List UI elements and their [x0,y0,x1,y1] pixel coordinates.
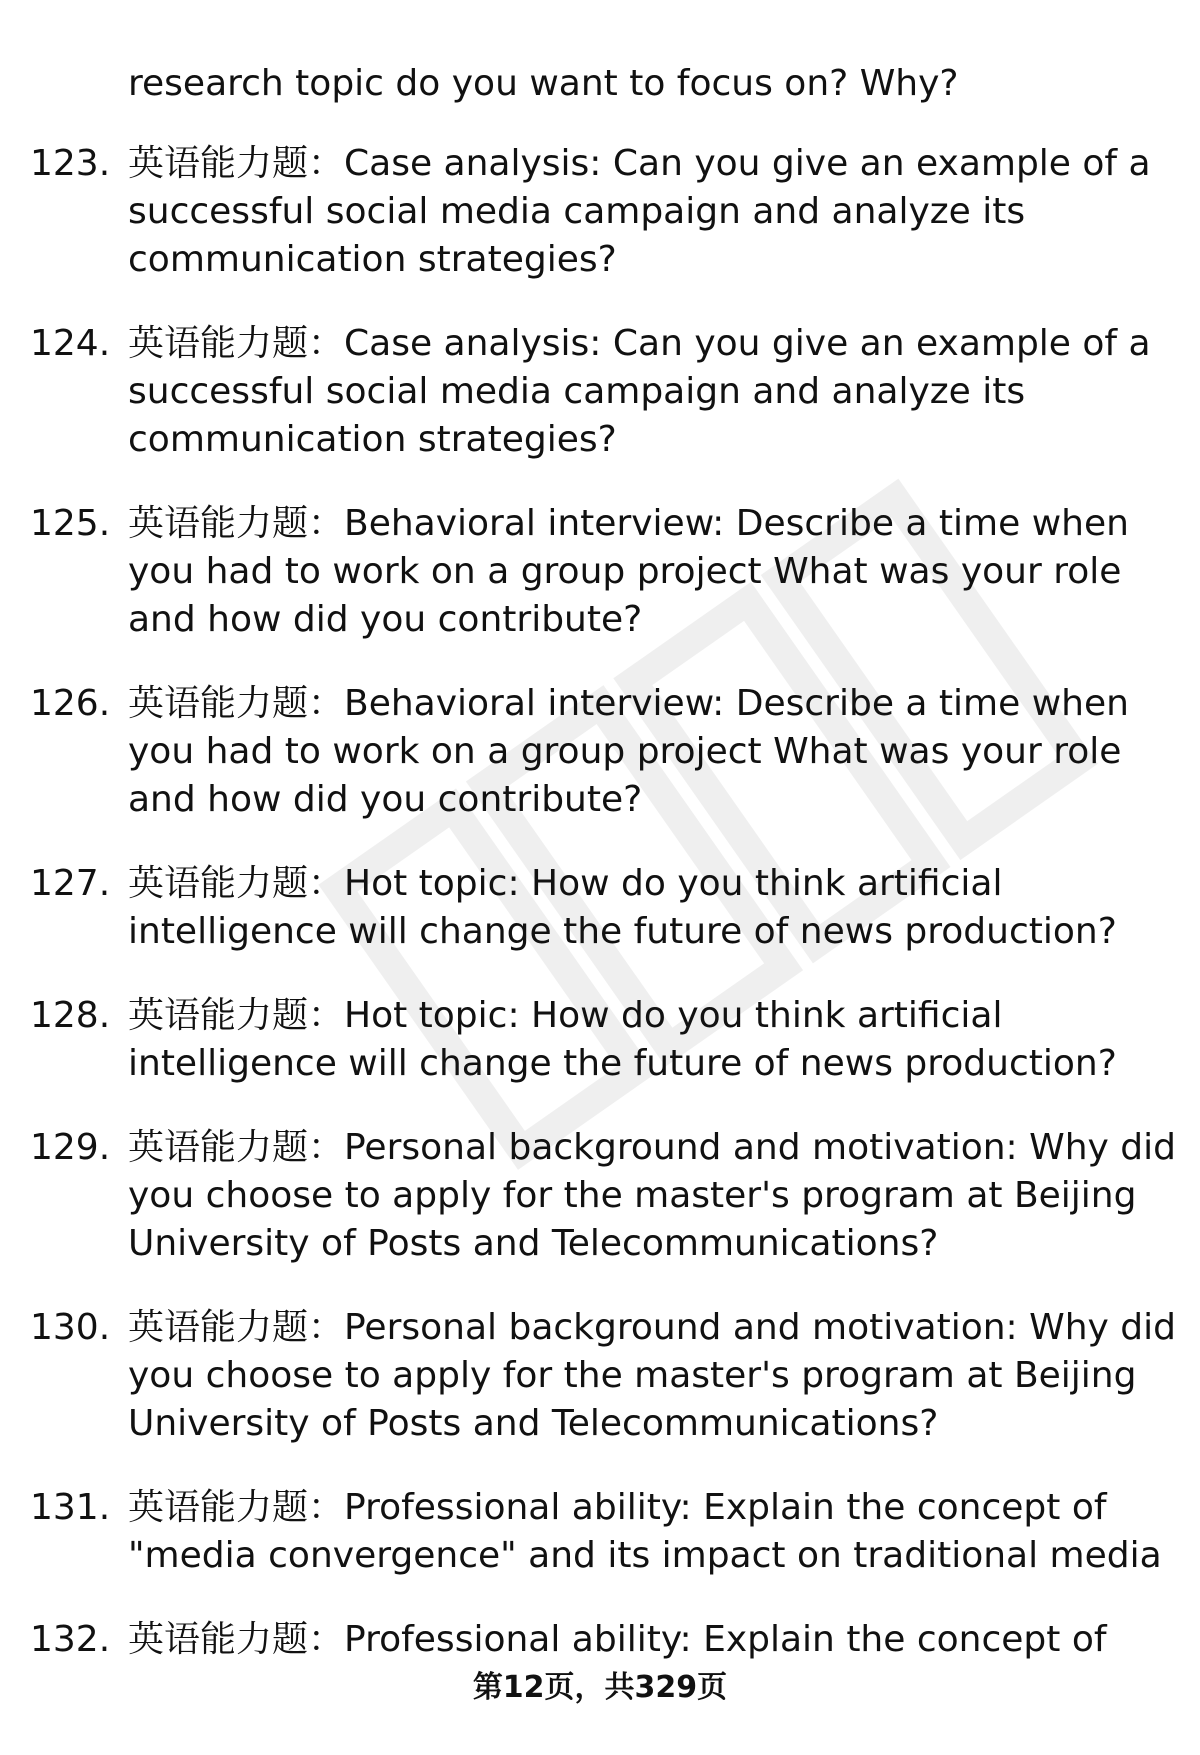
question-number: 128. [30,995,111,1036]
question-item [0,320,1200,464]
question-text-line: you choose to apply for the master's program at Beijing [128,1175,1137,1216]
question-text-line: 英语能力题：Case analysis: Can you give an example of a [128,323,1151,364]
question-item [0,500,1200,644]
question-text [128,500,1200,644]
question-text-line: you choose to apply for the master's program at Beijing [128,1355,1137,1396]
question-text-line: intelligence will change the future of news production? [128,911,1117,952]
question-continuation-line: research topic do you want to focus on? Why? [128,63,959,104]
question-text [128,1304,1200,1448]
question-text-line: 英语能力题：Behavioral interview: Describe a time when [128,503,1129,544]
question-text-line: intelligence will change the future of news production? [128,1043,1117,1084]
question-text-line: 英语能力题：Professional ability: Explain the concept of [128,1619,1107,1660]
question-list [0,140,1200,1700]
question-text [128,1616,1200,1664]
question-text-line: 英语能力题：Hot topic: How do you think artificial [128,995,1003,1036]
question-number: 129. [30,1127,111,1168]
question-item [0,992,1200,1088]
question-text-line: 英语能力题：Case analysis: Can you give an example of a [128,143,1151,184]
question-item [0,140,1200,284]
question-text-line: you had to work on a group project What was your role [128,731,1122,772]
question-number: 124. [30,323,111,364]
question-text [128,860,1200,956]
question-text-line: and how did you contribute? [128,779,643,820]
question-text-line: communication strategies? [128,239,617,280]
question-number: 132. [30,1619,111,1660]
question-number: 127. [30,863,111,904]
question-item [0,1616,1200,1664]
question-item [0,860,1200,956]
question-text [128,1484,1200,1580]
question-number: 126. [30,683,111,724]
question-text-line: 英语能力题：Professional ability: Explain the concept of [128,1487,1107,1528]
question-text-line: and how did you contribute? [128,599,643,640]
question-item [0,1124,1200,1268]
question-text-line: successful social media campaign and analyze its [128,371,1026,412]
question-text-line: 英语能力题：Hot topic: How do you think artificial [128,863,1003,904]
question-number: 125. [30,503,111,544]
question-text [128,320,1200,464]
question-text-line: successful social media campaign and analyze its [128,191,1026,232]
question-item [0,1304,1200,1448]
question-item [0,1484,1200,1580]
question-text [128,680,1200,824]
question-text [128,1124,1200,1268]
question-text-line: "media convergence" and its impact on traditional media [128,1535,1162,1576]
question-text-line: 英语能力题：Personal background and motivation: Why did [128,1127,1176,1168]
question-text-line: 英语能力题：Personal background and motivation: Why did [128,1307,1176,1348]
question-text-line: you had to work on a group project What was your role [128,551,1122,592]
question-item [0,680,1200,824]
question-number: 131. [30,1487,111,1528]
page-number-footer: 第12页，共329页 [472,1670,728,1705]
question-text [128,992,1200,1088]
question-number: 130. [30,1307,111,1348]
question-text-line: University of Posts and Telecommunications? [128,1403,939,1444]
question-number: 123. [30,143,111,184]
question-text-line: University of Posts and Telecommunications? [128,1223,939,1264]
question-text [128,140,1200,284]
question-text-line: communication strategies? [128,419,617,460]
question-text-line: 英语能力题：Behavioral interview: Describe a time when [128,683,1129,724]
